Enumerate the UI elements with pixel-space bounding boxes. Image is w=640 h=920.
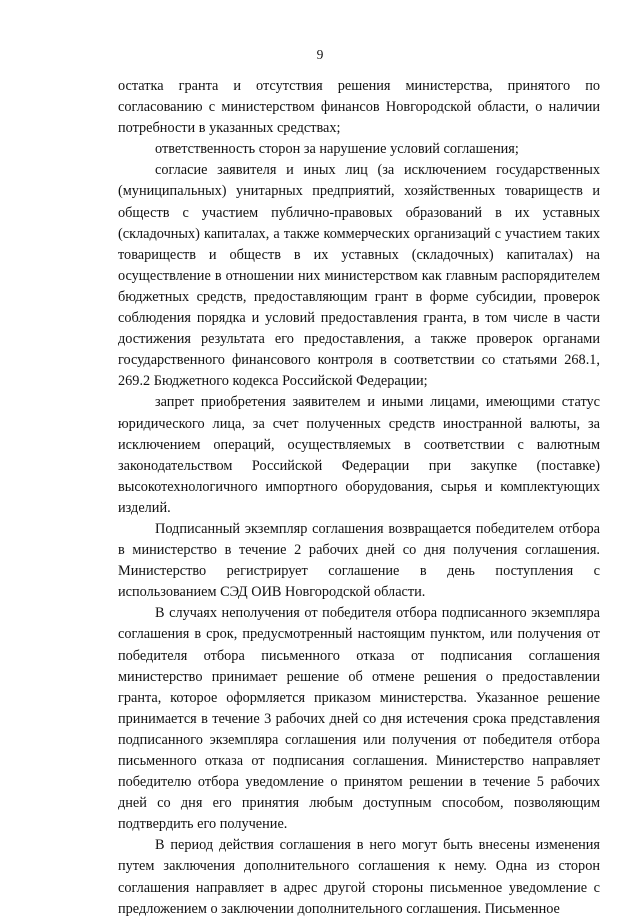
- paragraph-amendments: В период действия соглашения в него могут быть внесены изменения путем заключения дополнительного соглашения к нему. Одна из сторон соглашения направляет в адрес другой стороны письменное уведомление с предложением о заключении дополнительного соглашения. Письменное: [118, 837, 600, 917]
- paragraph-currency-ban: запрет приобретения заявителем и иными лицами, имеющими статус юридического лица, за счет полученных средств иностранной валюты, за исключением операций, осуществляемых в соответствии с валютным законодательством Российской Федерации при закупке (поставке) высокотехнологичного импортного оборудования, сырья и комплектующих изделий.: [118, 394, 600, 516]
- paragraph-grant-balance: остатка гранта и отсутствия решения министерства, принятого по согласованию с министерством финансов Новгородской области, о наличии потребности в указанных средствах;: [118, 78, 600, 137]
- page-number: 9: [316, 47, 324, 62]
- document-body: [118, 76, 600, 920]
- paragraph-non-receipt: В случаях неполучения от победителя отбора подписанного экземпляра соглашения в срок, предусмотренный настоящим пунктом, или получения от победителя отбора письменного отказа от подписания соглашения министерство принимает решение об отмене решения о предоставлении гранта, которое оформляется приказом министерства. Указанное решение принимается в течение 3 рабочих дней со дня истечения срока представления подписанного экземпляра соглашения или получения от победителя отбора письменного отказа от подписания соглашения. Министерство направляет победителю отбора уведомление о принятом решении в течение 5 рабочих дней со дня его принятия любым доступным способом, позволяющим подтвердить его получение.: [118, 605, 600, 833]
- paragraph-signed-copy: Подписанный экземпляр соглашения возвращается победителем отбора в министерство в течение 2 рабочих дней со дня получения соглашения. Министерство регистрирует соглашение в день поступления с использованием СЭД ОИВ Новгородской области.: [118, 520, 600, 601]
- paragraph-consent: согласие заявителя и иных лиц (за исключением государственных (муниципальных) унитарных предприятий, хозяйственных товариществ и обществ с участием публично-правовых образований в их уставных (складочных) капиталах, а также коммерческих организаций с участием таких товариществ и обществ в их уставных (складочных) капиталах) на осуществление в отношении них министерством как главным распорядителем бюджетных средств, предоставляющим грант в форме субсидии, проверок соблюдения порядка и условий предоставления гранта, в том числе в части достижения результата его предоставления, а также проверок органами государственного финансового контроля в соответствии со статьями 268.1, 269.2 Бюджетного кодекса Российской Федерации;: [118, 162, 600, 390]
- paragraph-liability: ответственность сторон за нарушение условий соглашения;: [155, 141, 519, 158]
